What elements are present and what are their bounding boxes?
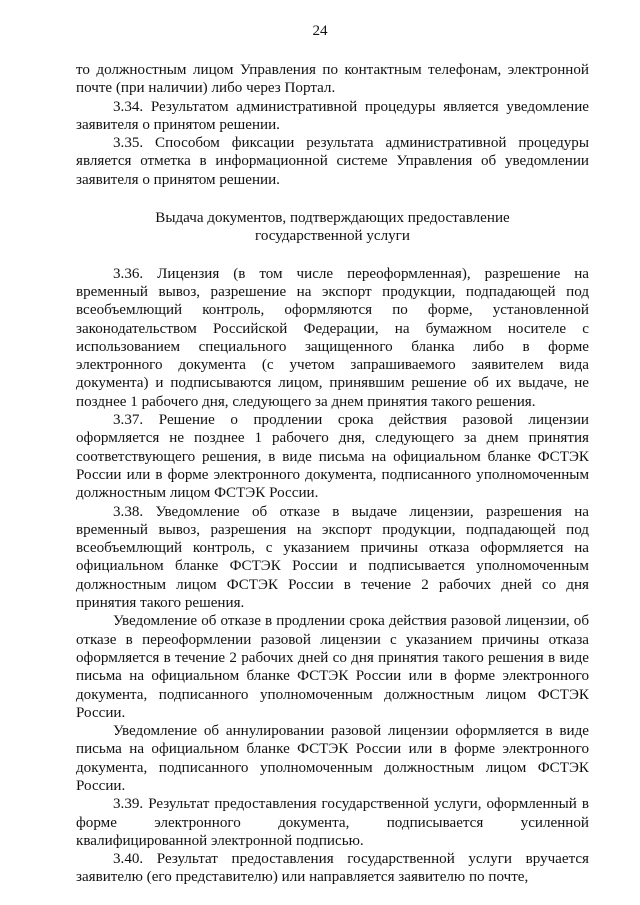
paragraph-3-35: 3.35. Способом фиксации результата административной процедуры является отметка в информационной системе Управления об уведомлении заявителя о принятом решении. — [76, 135, 589, 188]
section-heading — [76, 209, 589, 246]
section-heading-line-1: Выдача документов, подтверждающих предоставление — [155, 210, 510, 227]
page-number: 24 — [312, 23, 328, 39]
section-heading-line-2: государственной услуги — [255, 228, 410, 245]
document-body — [76, 61, 589, 887]
paragraph-annulment: Уведомление об аннулировании разовой лицензии оформляется в виде письма на официальном бланке ФСТЭК России или в форме электронного документа, подписанного уполномоченным должностным лицом ФСТЭК России. — [76, 723, 589, 794]
paragraph-continuation: то должностным лицом Управления по контактным телефонам, электронной почте (при наличии) либо через Портал. — [76, 62, 589, 97]
paragraph-3-37: 3.37. Решение о продлении срока действия разовой лицензии оформляется не позднее 1 рабочего дня, следующего за днем принятия соответствующего решения, в виде письма на официальном бланке ФСТЭК России или в форме электронного документа, подписанного уполномоченным должностным лицом ФСТЭК России. — [76, 412, 589, 502]
paragraph-3-34: 3.34. Результатом административной процедуры является уведомление заявителя о принятом решении. — [76, 98, 589, 133]
paragraph-3-36: 3.36. Лицензия (в том числе переоформленная), разрешение на временный вывоз, разрешение на экспорт продукции, подпадающей под всеобъемлющий контроль, оформляются по форме, установленной законодательством Российской Федерации, на бумажном носителе с использованием специального защищенного бланка либо в форме электронного документа (с учетом запрашиваемого заявителем вида документа) и подписываются лицом, принявшим решение об их выдаче, не позднее 1 рабочего дня, следующего за днем принятия такого решения. — [76, 265, 589, 410]
paragraph-3-39: 3.39. Результат предоставления государственной услуги, оформленный в форме электронного документа, подписывается усиленной квалифицированной электронной подписью. — [76, 796, 589, 849]
paragraph-refusal-extension: Уведомление об отказе в продлении срока действия разовой лицензии, об отказе в переоформлении разовой лицензии с указанием причины отказа оформляется в течение 2 рабочих дней со дня принятия такого решения в виде письма на официальном бланке ФСТЭК России или в форме электронного документа, подписанного уполномоченным должностным лицом ФСТЭК России. — [76, 613, 589, 721]
paragraph-3-38: 3.38. Уведомление об отказе в выдаче лицензии, разрешения на временный вывоз, разрешения на экспорт продукции, подпадающей под всеобъемлющий контроль, с указанием причины отказа оформляется на официальном бланке ФСТЭК России и подписывается уполномоченным должностным лицом ФСТЭК России в течение 2 рабочих дней со дня принятия такого решения. — [76, 503, 589, 612]
paragraph-3-40: 3.40. Результат предоставления государственной услуги вручается заявителю (его представителю) или направляется заявителю по почте, — [76, 851, 589, 886]
